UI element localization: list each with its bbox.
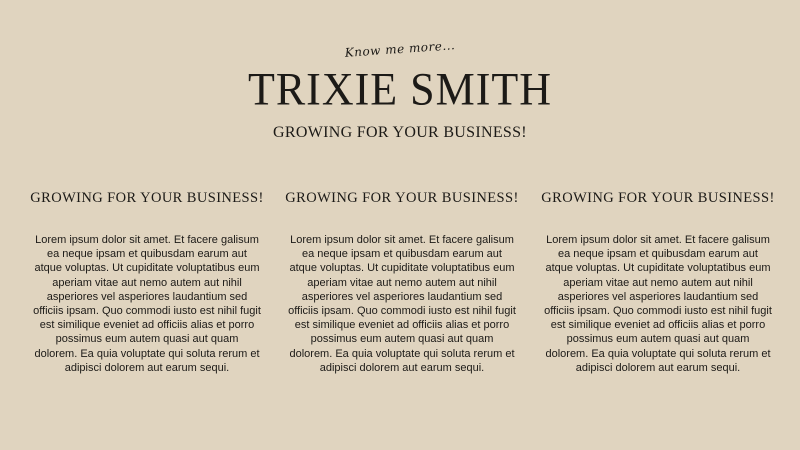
column-1 [31,190,263,375]
column-body: Lorem ipsum dolor sit amet. Et facere galisum ea neque ipsam et quibusdam earum aut atque voluptas. Ut cupiditate voluptatibus eum aperiam vitae aut nemo autem aut nihil asperiores vel asperiores laudantium sed officiis ipsam. Quo commodi iusto est nihil fugit est similique eveniet ad officiis alias et porro possimus eum autem quasi aut quam dolorem. Ea quia voluptate qui soluta rerum et adipisci dolorem aut earum sequi. [544,234,772,374]
tagline: Know me more... [344,38,456,60]
column-2 [286,190,518,375]
page-title: TRIXIE SMITH [247,63,553,116]
column-heading: GROWING FOR YOUR BUSINESS! [541,190,775,206]
column-body: Lorem ipsum dolor sit amet. Et facere galisum ea neque ipsam et quibusdam earum aut atque voluptas. Ut cupiditate voluptatibus eum aperiam vitae aut nemo autem aut nihil asperiores vel asperiores laudantium sed officiis ipsam. Quo commodi iusto est nihil fugit est similique eveniet ad officiis alias et porro possimus eum autem quasi aut quam dolorem. Ea quia voluptate qui soluta rerum et adipisci dolorem aut earum sequi. [33,234,261,374]
column-heading: GROWING FOR YOUR BUSINESS! [285,190,519,206]
subtitle: GROWING FOR YOUR BUSINESS! [273,124,527,141]
column-heading: GROWING FOR YOUR BUSINESS! [30,190,264,206]
column-body: Lorem ipsum dolor sit amet. Et facere galisum ea neque ipsam et quibusdam earum aut atque voluptas. Ut cupiditate voluptatibus eum aperiam vitae aut nemo autem aut nihil asperiores vel asperiores laudantium sed officiis ipsam. Quo commodi iusto est nihil fugit est similique eveniet ad officiis alias et porro possimus eum autem quasi aut quam dolorem. Ea quia voluptate qui soluta rerum et adipisci dolorem aut earum sequi. [288,234,516,374]
column-3 [542,190,774,375]
